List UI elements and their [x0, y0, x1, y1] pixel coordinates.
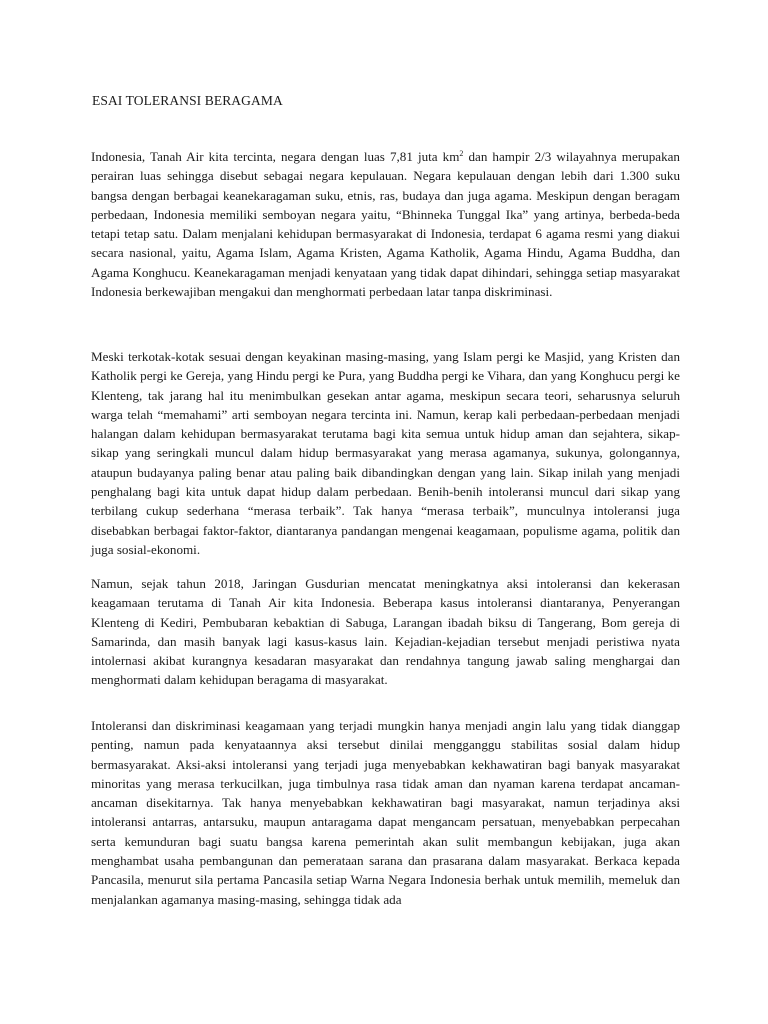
paragraph-1-text-a: Indonesia, Tanah Air kita tercinta, negara dengan luas 7,81 juta km: [91, 149, 460, 164]
paragraph-2: Meski terkotak-kotak sesuai dengan keyakinan masing-masing, yang Islam pergi ke Masjid, yang Kristen dan Katholik pergi ke Gereja, yang Hindu pergi ke Pura, yang Buddha pergi ke Vihara, dan yang Konghucu pergi ke Klenteng, tak jarang hal itu menimbulkan gesekan antar agama, meskipun secara teori, seharusnya seluruh warga telah “memahami” arti semboyan negara tercinta ini. Namun, kerap kali perbedaan-perbedaan menjadi halangan dalam kehidupan bermasyarakat terutama bagi kita semua untuk hidup aman dan sejahtera, sikap-sikap yang seringkali muncul dalam hidup bermasyarakat yang merasa agamanya, sukunya, golongannya, ataupun budayanya paling benar atau paling baik dibandingkan dengan yang lain. Sikap inilah yang menjadi penghalang bagi kita untuk dapat hidup dalam perbedaan. Benih-benih intoleransi muncul dari sikap yang terbilang cukup sederhana “merasa terbaik”. Tak hanya “merasa terbaik”, munculnya intoleransi juga disebabkan berbagai faktor-faktor, diantaranya pandangan mengenai keagamaan, populisme agama, politik dan juga sosial-ekonomi.: [91, 349, 680, 557]
paragraph-1: [91, 147, 680, 301]
paragraph-1-text-b: dan hampir 2/3 wilayahnya merupakan perairan luas sehingga disebut sebagai negara kepulauan. Negara kepulauan dengan lebih dari 1.300 suku bangsa dengan berbagai keanekaragaman suku, etnis, ras, budaya dan juga agama. Meskipun dengan beragam perbedaan, Indonesia memiliki semboyan negara yaitu, “Bhinneka Tunggal Ika” yang artinya, berbeda-beda tetapi tetap satu. Dalam menjalani kehidupan bermasyarakat di Indonesia, terdapat 6 agama resmi yang diakui secara nasional, yaitu, Agama Islam, Agama Kristen, Agama Katholik, Agama Hindu, Agama Buddha, dan Agama Konghucu. Keanekaragaman menjadi kenyataan yang tidak dapat dihindari, sehingga setiap masyarakat Indonesia berkewajiban mengakui dan menghormati perbedaan latar tanpa diskriminasi.: [91, 149, 680, 300]
paragraph-4: Intoleransi dan diskriminasi keagamaan yang terjadi mungkin hanya menjadi angin lalu yang tidak dianggap penting, namun pada kenyataannya aksi tersebut dinilai mengganggu stabilitas sosial dalam hidup bermasyarakat. Aksi-aksi intoleransi yang terjadi juga menyebabkan kekhawatiran bagi banyak masyarakat minoritas yang merasa terkucilkan, juga timbulnya rasa tidak aman dan nyaman karena terdapat ancaman-ancaman disekitarnya. Tak hanya menyebabkan kekhawatiran bagi masyarakat, namun terjadinya aksi intoleransi antarras, antarsuku, maupun antaragama dapat mengancam persatuan, menyebabkan perpecahan serta kemunduran bagi suatu bangsa karena pemerintah akan sulit membangun kebijakan, juga akan menghambat usaha pembangunan dan pemerataan sarana dan prasarana dalam masyarakat. Berkaca kepada Pancasila, menurut sila pertama Pancasila setiap Warna Negara Indonesia berhak untuk memilih, memeluk dan menjalankan agamanya masing-masing, sehingga tidak ada: [91, 718, 680, 907]
paragraph-3: Namun, sejak tahun 2018, Jaringan Gusdurian mencatat meningkatnya aksi intoleransi dan kekerasan keagamaan terutama di Tanah Air kita Indonesia. Beberapa kasus intoleransi diantaranya, Penyerangan Klenteng di Kediri, Pembubaran kebaktian di Sabuga, Larangan ibadah biksu di Tangerang, Bom gereja di Samarinda, dan masih banyak lagi kasus-kasus lain. Kejadian-kejadian tersebut menjadi peristiwa nyata intolernasi akibat kurangnya kesadaran masyarakat dan rendahnya tangung jawab saling menghargai dan menghormati dalam kehidupan beragama di masyarakat.: [91, 576, 680, 688]
document-title: ESAI TOLERANSI BERAGAMA: [92, 93, 283, 108]
superscript-2: 2: [459, 149, 464, 158]
